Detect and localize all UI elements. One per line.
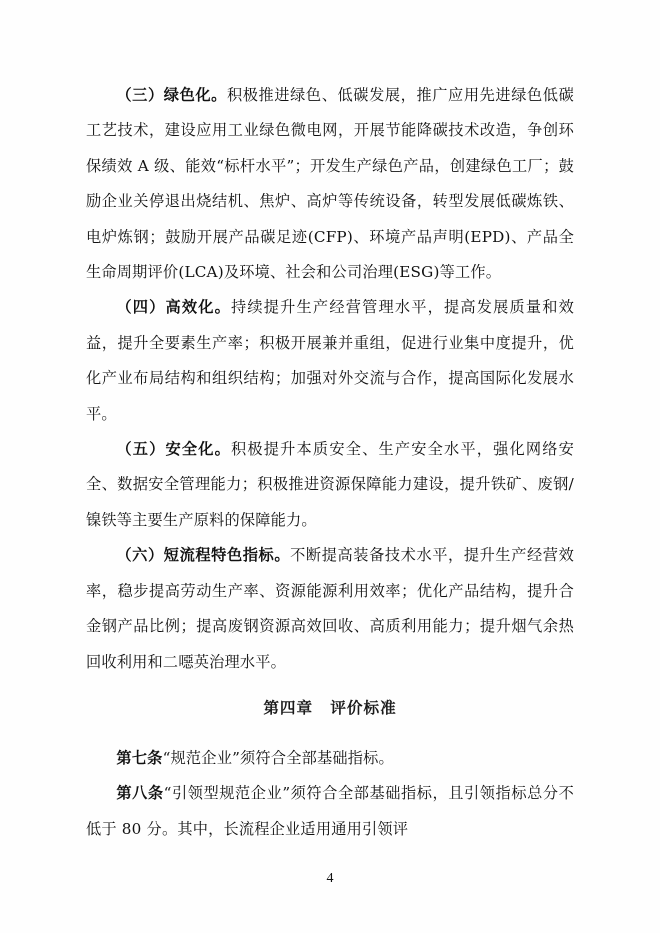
chapter-heading [86,690,574,725]
paragraph-heading: 高效化。 [165,298,232,317]
paragraph-text: 积极推进绿色、低碳发展，推广应用先进绿色低碳工艺技术，建设应用工业绿色微电网，开展节能降碳技术改造，争创环保绩效 A 级、能效“标杆水平”；开发生产绿色产品，创建绿色工厂；鼓励企业关停退出烧结机、焦炉、高炉等传统设备，转型发展低碳炼铁、电炉炼钢；鼓励开展产品碳足迹(CFP)、环境产品声明(EPD)、产品全生命周期评价(LCA)及环境、社会和公司治理(ESG)等工作。 [86,86,574,282]
paragraph-heading: 安全化。 [165,440,232,459]
chapter-number: 第四章 [263,697,314,717]
document-body [86,78,574,847]
article-7 [86,741,574,776]
paragraph-heading: 绿色化。 [163,86,227,104]
paragraph-marker: （五） [116,440,166,459]
paragraph-marker: （三） [116,86,164,104]
paragraph-marker: （四） [116,298,166,317]
paragraph-text: 持续提升生产经营管理水平，提高发展质量和效益，提升全要素生产率；积极开展兼并重组，促进行业集中度提升，优化产业布局结构和组织结构；加强对外交流与合作，提高国际化发展水平。 [86,298,574,423]
paragraph-text: 积极提升本质安全、生产安全水平，强化网络安全、数据安全管理能力；积极推进资源保障能力建设，提升铁矿、废钢/镍铁等主要生产原料的保障能力。 [86,440,574,529]
paragraph-text: 不断提高装备技术水平，提升生产经营效率，稳步提高劳动生产率、资源能源利用效率；优化产品结构，提升合金钢产品比例；提高废钢资源高效回收、高质利用能力；提升烟气余热回收利用和二噁英治理水平。 [86,546,574,671]
paragraph-heading: 短流程特色指标。 [163,546,291,565]
article-8 [86,776,574,847]
article-text: “引领型规范企业”须符合全部基础指标，且引领指标总分不低于 80 分。其中，长流程企业适用通用引领评 [86,784,574,838]
paragraph-marker: （六） [116,546,164,565]
paragraph-item-3 [86,78,574,290]
article-label: 第八条 [116,784,164,803]
paragraph-item-5 [86,432,574,538]
article-label: 第七条 [116,748,163,767]
paragraph-item-6 [86,538,574,680]
page-number: 4 [326,871,334,886]
paragraph-item-4 [86,290,574,432]
chapter-title: 评价标准 [330,697,397,717]
article-text: “规范企业”须符合全部基础指标。 [162,748,394,767]
